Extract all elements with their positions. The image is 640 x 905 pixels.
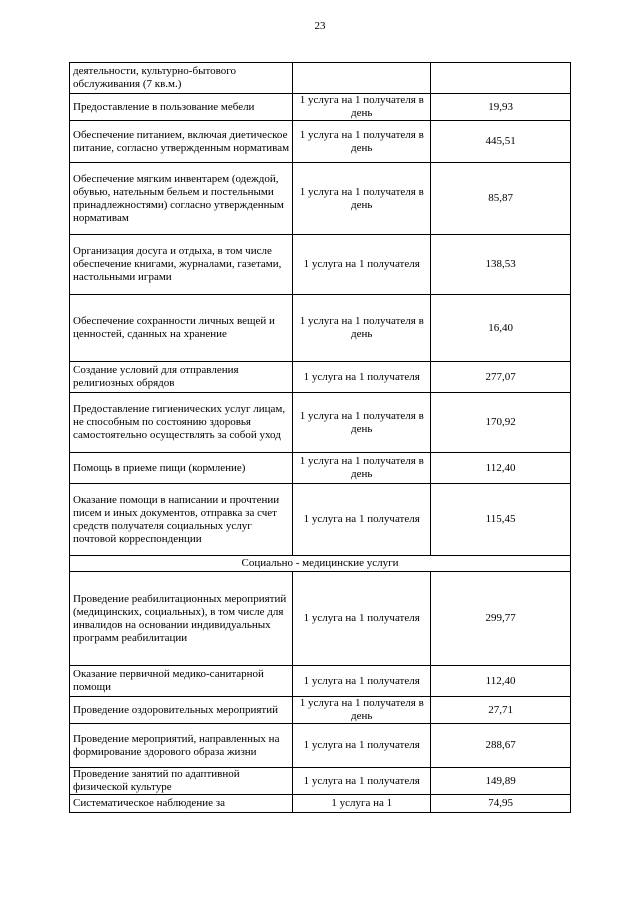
service-name-cell: Предоставление в пользование мебели — [70, 94, 293, 121]
unit-cell: 1 услуга на 1 получателя — [293, 484, 431, 556]
service-name-cell: Обеспечение мягким инвентарем (одеждой, обувью, нательным бельем и постельными принадлежностями) согласно утвержденным нормативам — [70, 163, 293, 235]
table-row — [70, 393, 571, 453]
unit-cell: 1 услуга на 1 получателя — [293, 666, 431, 697]
price-cell: 16,40 — [431, 295, 571, 362]
table-row — [70, 163, 571, 235]
unit-cell: 1 услуга на 1 получателя — [293, 362, 431, 393]
table-row — [70, 697, 571, 724]
service-name-cell: Проведение мероприятий, направленных на формирование здорового образа жизни — [70, 724, 293, 768]
unit-cell: 1 услуга на 1 получателя — [293, 235, 431, 295]
service-name-cell: Организация досуга и отдыха, в том числе обеспечение книгами, журналами, газетами, настольными играми — [70, 235, 293, 295]
unit-cell: 1 услуга на 1 получателя в день — [293, 295, 431, 362]
price-cell: 138,53 — [431, 235, 571, 295]
service-name-cell: Проведение занятий по адаптивной физической культуре — [70, 768, 293, 795]
table-row — [70, 235, 571, 295]
price-cell: 112,40 — [431, 666, 571, 697]
price-cell: 85,87 — [431, 163, 571, 235]
price-cell: 170,92 — [431, 393, 571, 453]
table-row — [70, 295, 571, 362]
service-name-cell: Помощь в приеме пищи (кормление) — [70, 453, 293, 484]
service-name-cell: Предоставление гигиенических услуг лицам, не способным по состоянию здоровья самостоятельно осуществлять за собой уход — [70, 393, 293, 453]
service-name-cell: деятельности, культурно-бытового обслуживания (7 кв.м.) — [70, 63, 293, 94]
service-name-cell: Проведение реабилитационных мероприятий (медицинских, социальных), в том числе для инвалидов на основании индивидуальных программ реабилитации — [70, 572, 293, 666]
unit-cell — [293, 63, 431, 94]
unit-cell: 1 услуга на 1 получателя в день — [293, 121, 431, 163]
section-header-row — [70, 556, 571, 572]
price-cell: 445,51 — [431, 121, 571, 163]
table-row — [70, 362, 571, 393]
service-name-cell: Создание условий для отправления религиозных обрядов — [70, 362, 293, 393]
price-cell: 74,95 — [431, 795, 571, 813]
services-table-body — [70, 63, 571, 813]
unit-cell: 1 услуга на 1 получателя — [293, 572, 431, 666]
page-number: 23 — [314, 20, 326, 32]
services-table — [69, 62, 571, 813]
service-name-cell: Оказание первичной медико-санитарной помощи — [70, 666, 293, 697]
table-row — [70, 121, 571, 163]
price-cell: 19,93 — [431, 94, 571, 121]
unit-cell: 1 услуга на 1 получателя в день — [293, 94, 431, 121]
table-row — [70, 666, 571, 697]
table-row — [70, 94, 571, 121]
table-row — [70, 453, 571, 484]
table-row — [70, 63, 571, 94]
unit-cell: 1 услуга на 1 — [293, 795, 431, 813]
unit-cell: 1 услуга на 1 получателя в день — [293, 163, 431, 235]
table-row — [70, 484, 571, 556]
price-cell: 115,45 — [431, 484, 571, 556]
unit-cell: 1 услуга на 1 получателя в день — [293, 697, 431, 724]
table-row — [70, 572, 571, 666]
price-cell: 112,40 — [431, 453, 571, 484]
price-cell: 149,89 — [431, 768, 571, 795]
service-name-cell: Обеспечение сохранности личных вещей и ценностей, сданных на хранение — [70, 295, 293, 362]
price-cell: 288,67 — [431, 724, 571, 768]
service-name-cell: Проведение оздоровительных мероприятий — [70, 697, 293, 724]
price-cell: 277,07 — [431, 362, 571, 393]
table-row — [70, 768, 571, 795]
price-cell: 27,71 — [431, 697, 571, 724]
section-title: Социально - медицинские услуги — [70, 556, 571, 572]
unit-cell: 1 услуга на 1 получателя — [293, 724, 431, 768]
service-name-cell: Оказание помощи в написании и прочтении писем и иных документов, отправка за счет средств получателя социальных услуг почтовой корреспонденции — [70, 484, 293, 556]
unit-cell: 1 услуга на 1 получателя — [293, 768, 431, 795]
unit-cell: 1 услуга на 1 получателя в день — [293, 393, 431, 453]
table-row — [70, 795, 571, 813]
price-cell — [431, 63, 571, 94]
unit-cell: 1 услуга на 1 получателя в день — [293, 453, 431, 484]
service-name-cell: Обеспечение питанием, включая диетическое питание, согласно утвержденным нормативам — [70, 121, 293, 163]
service-name-cell: Систематическое наблюдение за — [70, 795, 293, 813]
table-row — [70, 724, 571, 768]
price-cell: 299,77 — [431, 572, 571, 666]
